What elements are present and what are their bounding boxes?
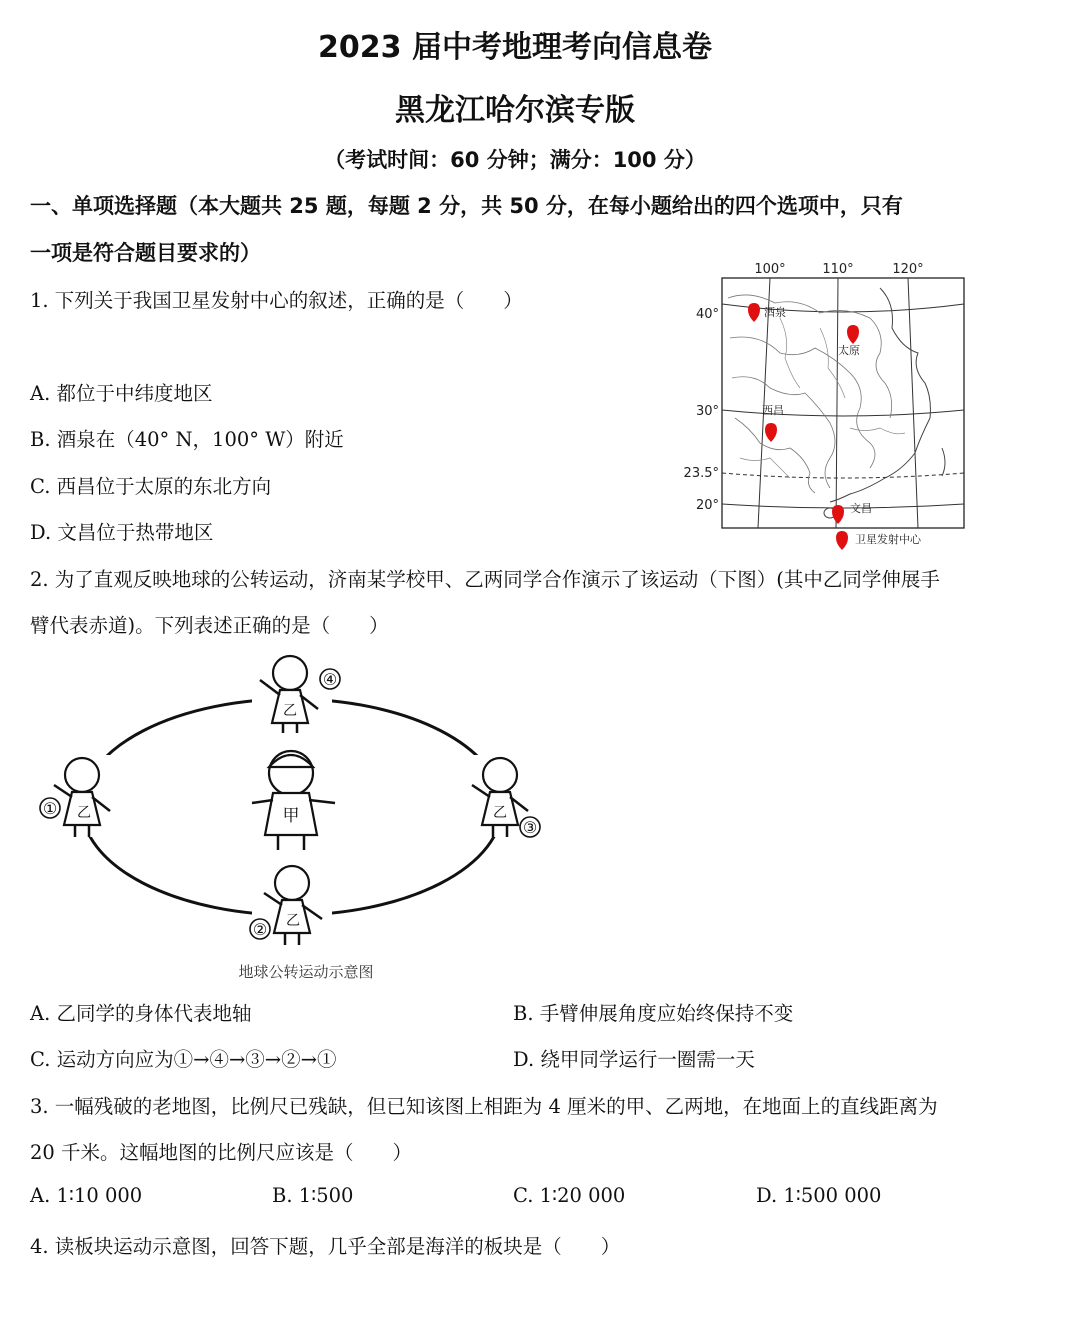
q1-option-b[interactable]: B. 酒泉在（40° N，100° W）附近 bbox=[30, 428, 344, 451]
position-4-label: ④ bbox=[322, 670, 338, 689]
q2-stem-line1: 2. 为了直观反映地球的公转运动，济南某学校甲、乙两同学合作演示了该运动（下图）(其中乙同学伸展手 bbox=[30, 568, 940, 591]
child-yi-right bbox=[460, 755, 542, 837]
child-yi-left bbox=[40, 755, 126, 837]
lon-label-110: 110° bbox=[822, 262, 854, 277]
orbit-child-label: 乙 bbox=[283, 703, 297, 719]
lat-label-30: 30° bbox=[695, 404, 719, 419]
section-heading-line2: 一项是符合题目要求的） bbox=[30, 241, 261, 265]
q1-option-d[interactable]: D. 文昌位于热带地区 bbox=[30, 521, 214, 544]
place-taiyuan: 太原 bbox=[838, 344, 860, 357]
orbit-child-label: 乙 bbox=[493, 805, 507, 821]
child-yi-bottom bbox=[250, 863, 332, 949]
china-launch-center-map bbox=[680, 258, 980, 553]
child-yi-top bbox=[252, 651, 340, 733]
q3-option-a[interactable]: A. 1∶10 000 bbox=[30, 1184, 143, 1207]
q3-option-d[interactable]: D. 1∶500 000 bbox=[756, 1184, 882, 1207]
lat-label-23-5: 23.5° bbox=[683, 466, 719, 481]
section-heading-line1: 一、单项选择题（本大题共 25 题，每题 2 分，共 50 分，在每小题给出的四个选项中，只有 bbox=[30, 194, 903, 218]
page-title: 2023 届中考地理考向信息卷 bbox=[318, 30, 712, 65]
q3-option-c[interactable]: C. 1∶20 000 bbox=[513, 1184, 626, 1207]
map-legend: 卫星发射中心 bbox=[855, 533, 921, 546]
q1-option-c[interactable]: C. 西昌位于太原的东北方向 bbox=[30, 475, 272, 498]
page-subtitle: 黑龙江哈尔滨专版 bbox=[395, 93, 635, 128]
lat-label-40: 40° bbox=[695, 307, 719, 322]
diagram-caption: 地球公转运动示意图 bbox=[238, 963, 374, 981]
place-xichang: 西昌 bbox=[762, 404, 784, 417]
q1-stem: 1. 下列关于我国卫星发射中心的叙述，正确的是（ ） bbox=[30, 289, 523, 312]
q3-stem-line2: 20 千米。这幅地图的比例尺应该是（ ） bbox=[30, 1141, 413, 1164]
orbit-child-label: 乙 bbox=[77, 805, 91, 821]
position-2-label: ② bbox=[252, 920, 268, 939]
lon-label-120: 120° bbox=[892, 262, 924, 277]
center-child-label: 甲 bbox=[282, 806, 300, 826]
q3-stem-line1: 3. 一幅残破的老地图，比例尺已残缺，但已知该图上相距为 4 厘米的甲、乙两地，在地面上的直线距离为 bbox=[30, 1095, 938, 1118]
position-1-label: ① bbox=[42, 799, 58, 818]
orbit-child-label: 乙 bbox=[286, 913, 300, 929]
q3-option-b[interactable]: B. 1∶500 bbox=[272, 1184, 354, 1207]
q1-option-a[interactable]: A. 都位于中纬度地区 bbox=[30, 382, 213, 405]
q2-option-d[interactable]: D. 绕甲同学运行一圈需一天 bbox=[513, 1048, 755, 1071]
legend-marker-icon bbox=[836, 531, 848, 550]
place-wenchang: 文昌 bbox=[850, 502, 872, 515]
q2-option-c[interactable]: C. 运动方向应为①→④→③→②→① bbox=[30, 1048, 337, 1071]
q2-option-b[interactable]: B. 手臂伸展角度应始终保持不变 bbox=[513, 1002, 794, 1025]
position-3-label: ③ bbox=[522, 818, 538, 837]
place-jiuquan: 酒泉 bbox=[764, 306, 786, 319]
earth-revolution-diagram bbox=[30, 645, 550, 990]
q2-stem-line2: 臂代表赤道)。下列表述正确的是（ ） bbox=[30, 614, 389, 637]
lat-label-20: 20° bbox=[695, 498, 719, 513]
lon-label-100: 100° bbox=[754, 262, 786, 277]
q4-stem: 4. 读板块运动示意图，回答下题，几乎全部是海洋的板块是（ ） bbox=[30, 1235, 621, 1258]
q2-option-a[interactable]: A. 乙同学的身体代表地轴 bbox=[30, 1002, 252, 1025]
exam-info: （考试时间：60 分钟；满分：100 分） bbox=[324, 148, 706, 172]
